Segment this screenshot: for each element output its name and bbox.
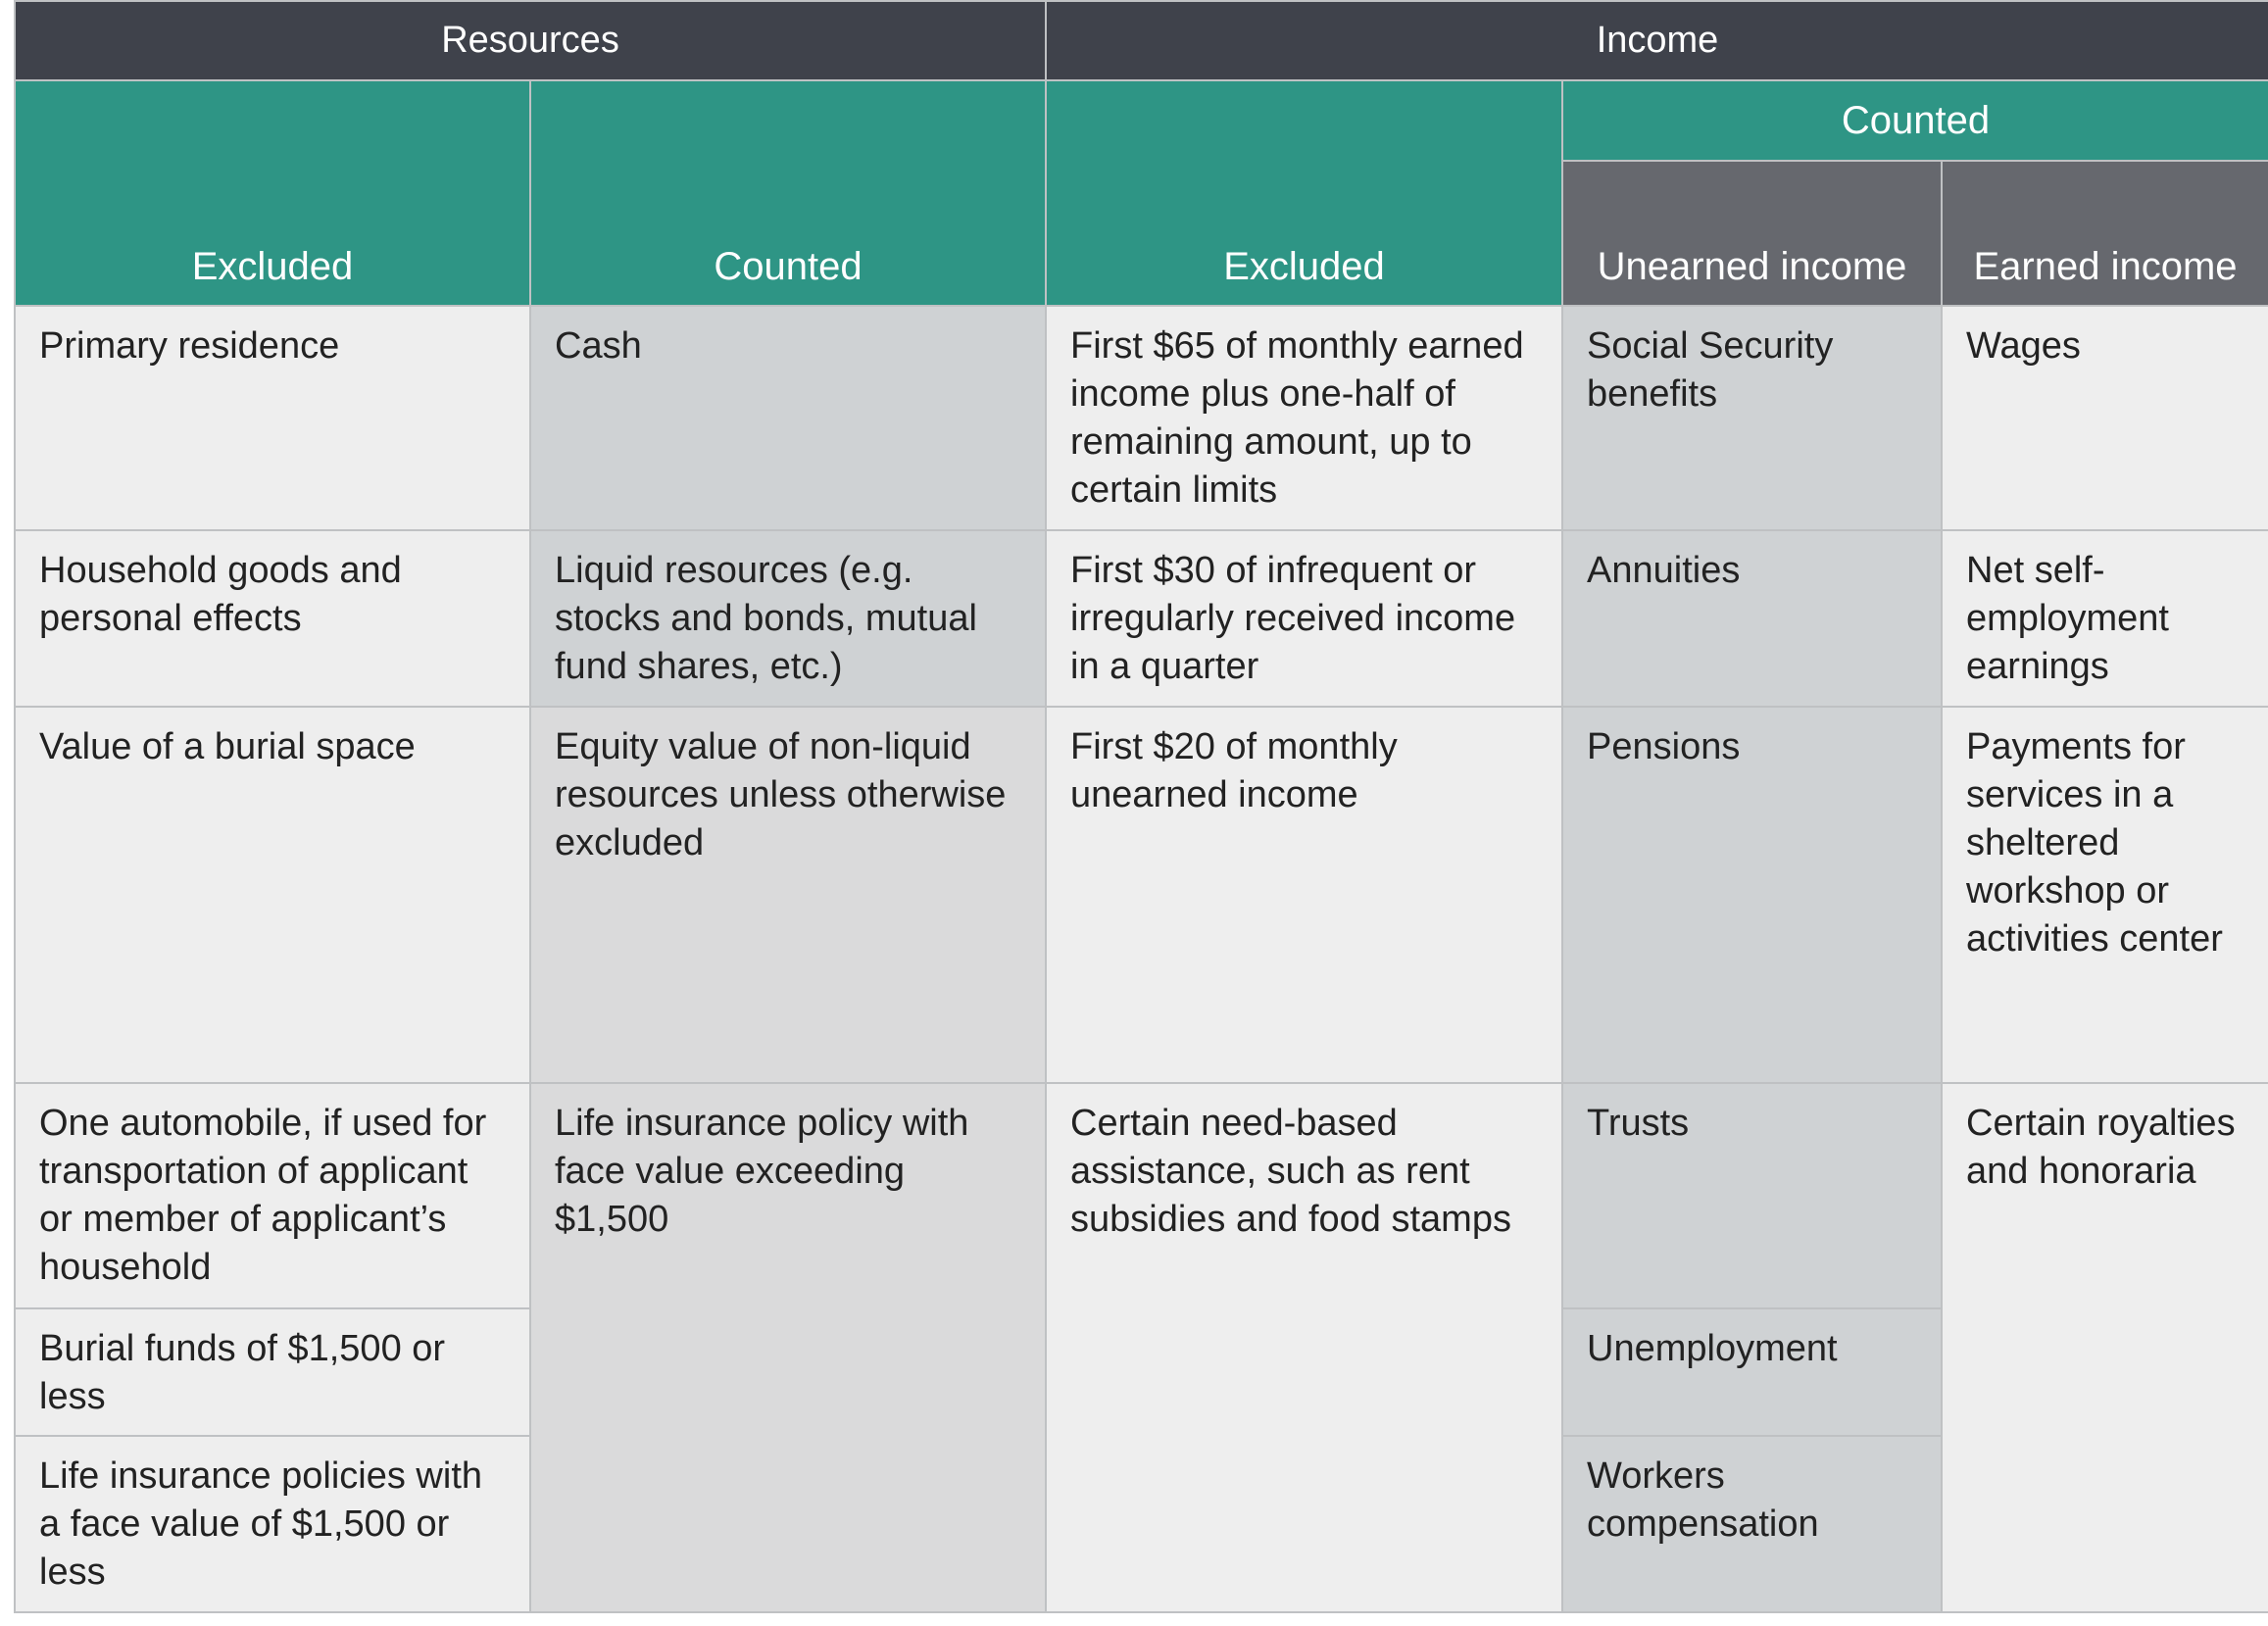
header-unearned-income: Unearned income <box>1562 161 1942 306</box>
unearned-income-cell: Pensions <box>1562 707 1942 1083</box>
header-income: Income <box>1046 1 2268 80</box>
unearned-income-cell: Workers compensation <box>1562 1436 1942 1612</box>
resources-counted-cell: Life insurance policy with face value exceeding $1,500 <box>530 1083 1046 1612</box>
resources-excluded-cell: Value of a burial space <box>15 707 530 1083</box>
resources-counted-cell: Liquid resources (e.g. stocks and bonds, mutual fund shares, etc.) <box>530 530 1046 707</box>
resources-excluded-cell: Burial funds of $1,500 or less <box>15 1308 530 1436</box>
table-row <box>15 306 2268 530</box>
earned-income-cell: Wages <box>1942 306 2268 530</box>
resources-excluded-cell: Household goods and personal effects <box>15 530 530 707</box>
unearned-income-cell: Trusts <box>1562 1083 1942 1308</box>
unearned-income-cell: Annuities <box>1562 530 1942 707</box>
table-row <box>15 1083 2268 1308</box>
header-resources: Resources <box>15 1 1046 80</box>
header-income-excluded: Excluded <box>1046 80 1562 306</box>
income-excluded-cell: Certain need-based assistance, such as rent subsidies and food stamps <box>1046 1083 1562 1612</box>
table-row <box>15 530 2268 707</box>
resources-excluded-cell: Life insurance policies with a face value of $1,500 or less <box>15 1436 530 1612</box>
header-earned-income: Earned income <box>1942 161 2268 306</box>
unearned-income-cell: Social Security benefits <box>1562 306 1942 530</box>
table-row <box>15 707 2268 1083</box>
resources-excluded-cell: Primary residence <box>15 306 530 530</box>
resources-counted-cell: Equity value of non-liquid resources unless otherwise excluded <box>530 707 1046 1083</box>
earned-income-cell: Certain royalties and honoraria <box>1942 1083 2268 1612</box>
unearned-income-cell: Unemployment <box>1562 1308 1942 1436</box>
income-excluded-cell: First $20 of monthly unearned income <box>1046 707 1562 1083</box>
resources-counted-cell: Cash <box>530 306 1046 530</box>
earned-income-cell: Net self-employment earnings <box>1942 530 2268 707</box>
income-excluded-cell: First $65 of monthly earned income plus one-half of remaining amount, up to certain limits <box>1046 306 1562 530</box>
resources-excluded-cell: One automobile, if used for transportation of applicant or member of applicant’s household <box>15 1083 530 1308</box>
header-resources-counted: Counted <box>530 80 1046 306</box>
eligibility-table-container <box>14 0 2268 1613</box>
header-resources-excluded: Excluded <box>15 80 530 306</box>
header-income-counted: Counted <box>1562 80 2268 161</box>
income-excluded-cell: First $30 of infrequent or irregularly received income in a quarter <box>1046 530 1562 707</box>
eligibility-table <box>14 0 2268 1613</box>
earned-income-cell: Payments for services in a sheltered workshop or activities center <box>1942 707 2268 1083</box>
